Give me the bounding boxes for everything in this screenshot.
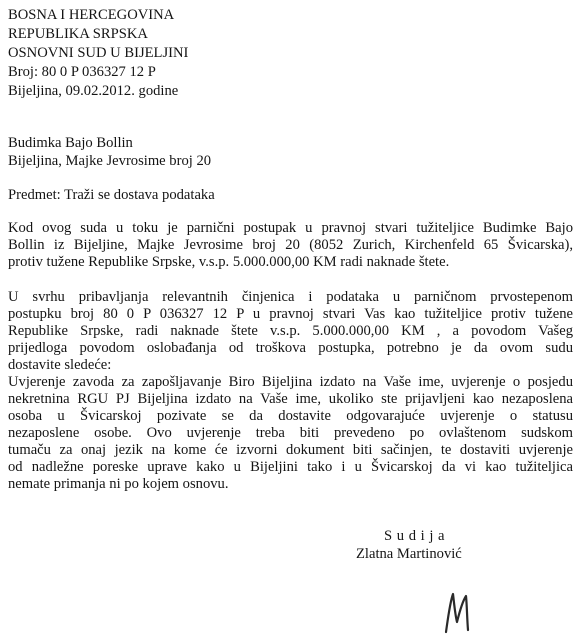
paragraph-2-line: dostavite sledeće:: [8, 357, 112, 373]
judge-title: S u d i j a: [384, 528, 446, 544]
paragraph-3-line: nezaposlene osobe. Ovo uvjerenje treba biti prevedeno po ovlaštenom sudskom: [8, 425, 573, 441]
paragraph-2-line: prijedloga povodom oslobađanja od troškova postupka, potrebno je da ovom sudu: [8, 340, 573, 356]
handwritten-signature-mark: [440, 588, 480, 636]
header-entity: REPUBLIKA SRPSKA: [8, 26, 148, 42]
header-court: OSNOVNI SUD U BIJELJINI: [8, 45, 189, 61]
paragraph-3-line: nekretnina RGU PJ Bijeljina izdato na Vaše ime, ukoliko ste prijavljeni kao nezaposlena: [8, 391, 573, 407]
paragraph-1-line: Kod ovog suda u toku je parnični postupak u pravnoj stvari tužiteljice Budimke Bajo: [8, 220, 573, 236]
place-date: Bijeljina, 09.02.2012. godine: [8, 83, 179, 99]
paragraph-1-line: Bollin iz Bijeljine, Majke Jevrosime broj 20 (8052 Zurich, Kirchenfeld 65 Švicarska),: [8, 237, 573, 253]
header-country: BOSNA I HERCEGOVINA: [8, 7, 175, 23]
case-number: Broj: 80 0 P 036327 12 P: [8, 64, 156, 80]
paragraph-2-line: Republike Srpske, radi naknade štete v.s.p. 5.000.000,00 KM , a povodom Vašeg: [8, 323, 573, 339]
paragraph-3-line: od nadležne poreske uprave kako u Bijeljini tako i u Švicarskoj da vi kao tužiteljica: [8, 459, 573, 475]
paragraph-2-line: postupku broj 80 0 P 036327 12 P u pravnoj stvari Vas kao tužiteljice protiv tužene: [8, 306, 573, 322]
paragraph-1-line: protiv tužene Republike Srpske, v.s.p. 5.000.000,00 KM radi naknade štete.: [8, 254, 450, 270]
recipient-address: Bijeljina, Majke Jevrosime broj 20: [8, 153, 212, 169]
paragraph-2-line: U svrhu pribavljanja relevantnih činjenica i podataka u parničnom prvostepenom: [8, 289, 573, 305]
paragraph-3-line: osoba u Švicarskoj pozivate se da dostavite odgovarajuće uvjerenje o statusu: [8, 408, 573, 424]
paragraph-3-line: nemate primanja ni po kojem osnovu.: [8, 476, 229, 492]
paragraph-3-line: tumaču za onaj jezik na kome će izvorni dokument biti sačinjen, te dostaviti uvjerenje: [8, 442, 573, 458]
judge-name: Zlatna Martinović: [356, 546, 462, 562]
subject-line: Predmet: Traži se dostava podataka: [8, 187, 215, 203]
paragraph-3-line: Uvjerenje zavoda za zapošljavanje Biro Bijeljina izdato na Vaše ime, uvjerenje o posjedu: [8, 374, 573, 390]
recipient-name: Budimka Bajo Bollin: [8, 135, 133, 151]
